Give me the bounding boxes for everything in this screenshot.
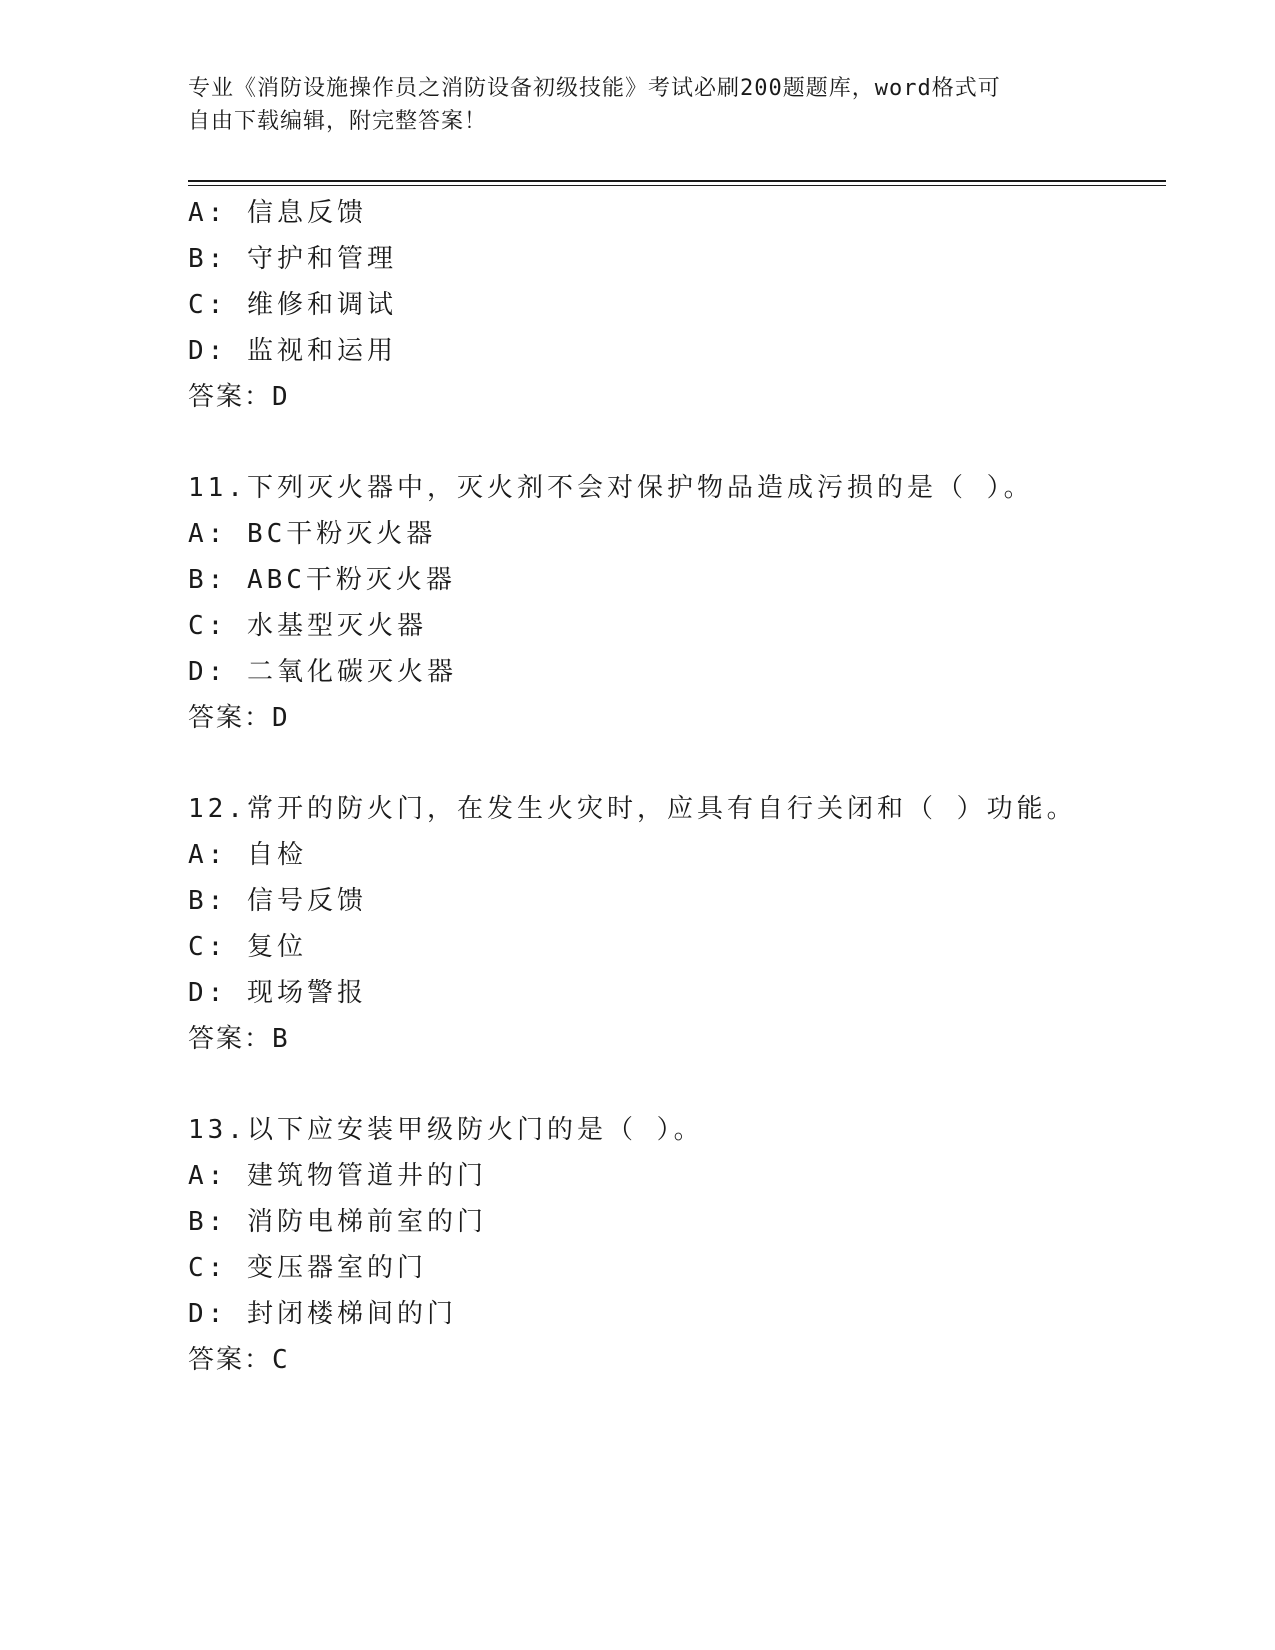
option-a: A: 建筑物管道井的门	[188, 1161, 487, 1191]
option-d: D: 二氧化碳灭火器	[188, 657, 457, 687]
option-d: D: 监视和运用	[188, 336, 397, 366]
option-b: B: ABC干粉灭火器	[188, 565, 456, 595]
option-b: B: 守护和管理	[188, 244, 397, 274]
header-line-1: 专业《消防设施操作员之消防设备初级技能》考试必刷200题题库，word格式可	[188, 76, 1001, 101]
answer: 答案：D	[188, 382, 290, 412]
option-c: C: 维修和调试	[188, 290, 397, 320]
option-b: B: 消防电梯前室的门	[188, 1207, 487, 1237]
option-c: C: 水基型灭火器	[188, 611, 427, 641]
question-block-11	[188, 465, 1166, 741]
option-d: D: 封闭楼梯间的门	[188, 1299, 457, 1329]
option-d: D: 现场警报	[188, 978, 367, 1008]
option-c: C: 变压器室的门	[188, 1253, 427, 1283]
document-header	[188, 72, 1068, 138]
question-text: 13.以下应安装甲级防火门的是（ ）。	[188, 1115, 704, 1145]
question-text: 11.下列灭火器中，灭火剂不会对保护物品造成污损的是（ ）。	[188, 473, 1034, 503]
answer: 答案：C	[188, 1345, 290, 1375]
header-divider	[188, 180, 1166, 186]
question-block-13	[188, 1107, 1166, 1383]
question-list	[188, 190, 1166, 1383]
header-line-2: 自由下载编辑，附完整答案！	[188, 109, 488, 134]
answer: 答案：D	[188, 703, 290, 733]
option-a: A: 信息反馈	[188, 198, 367, 228]
answer: 答案：B	[188, 1024, 290, 1054]
option-b: B: 信号反馈	[188, 886, 367, 916]
option-a: A: BC干粉灭火器	[188, 519, 437, 549]
option-a: A: 自检	[188, 840, 307, 870]
question-text: 12.常开的防火门，在发生火灾时，应具有自行关闭和（ ）功能。	[188, 794, 1077, 824]
option-c: C: 复位	[188, 932, 307, 962]
question-block-12	[188, 786, 1166, 1062]
question-block-10	[188, 190, 1166, 420]
